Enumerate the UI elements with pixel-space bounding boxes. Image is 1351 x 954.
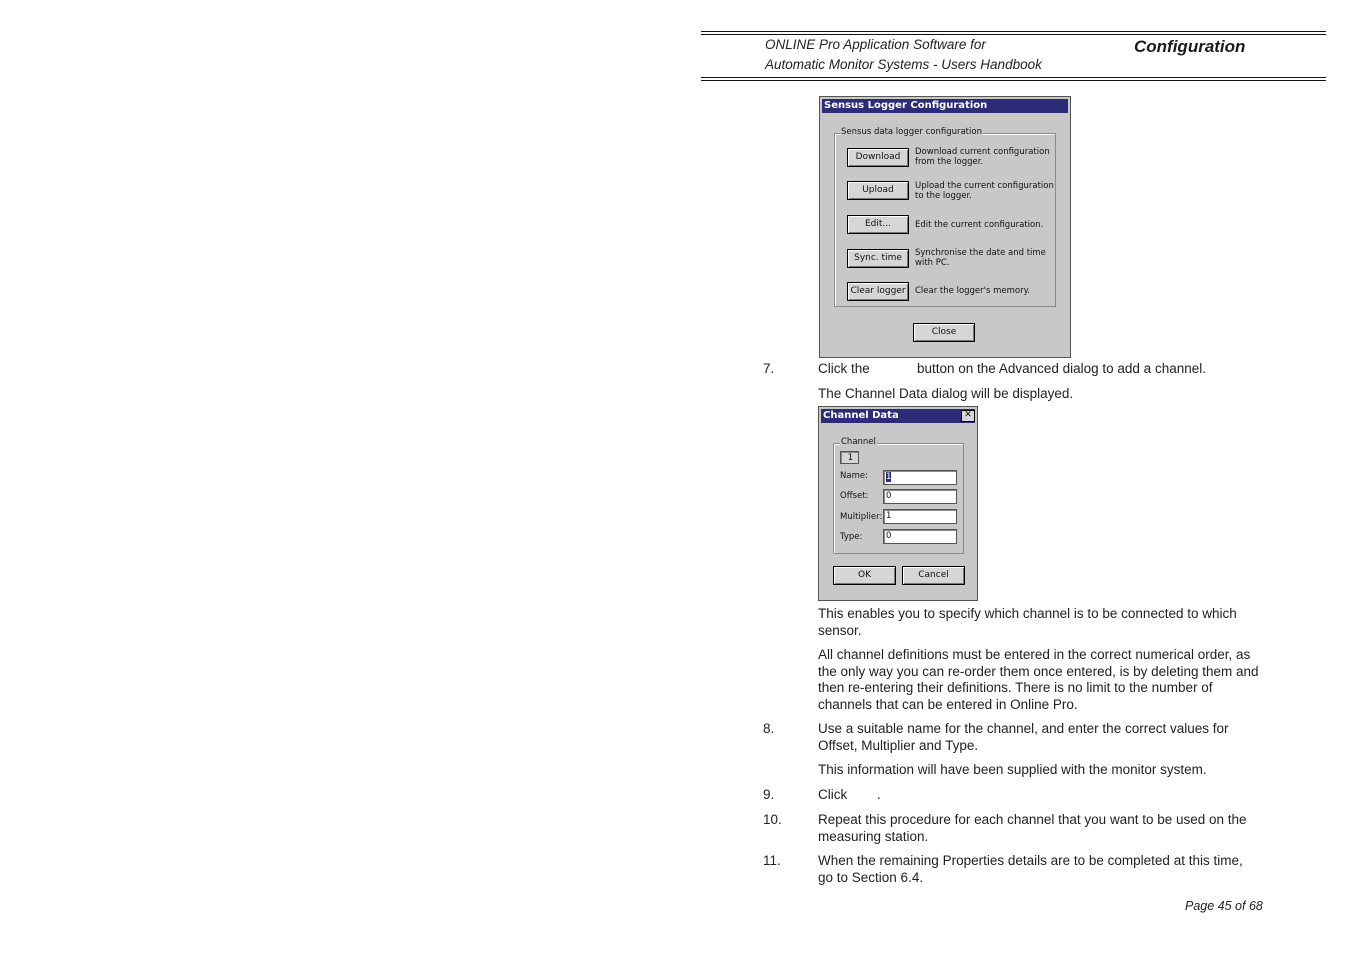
channel-data-dialog [818,406,978,601]
ok-button[interactable]: OK [833,566,896,585]
name-label: Name: [840,471,868,481]
cancel-button[interactable]: Cancel [902,566,965,585]
header-rule-bottom [701,77,1326,78]
paragraph-specify-channel: This enables you to specify which channel is to be connected to which sensor. [818,606,1237,638]
upload-desc-line1: Upload the current configuration [915,181,1054,191]
name-field[interactable] [883,470,957,485]
header-rule-bottom-2 [701,80,1326,81]
multiplier-field[interactable]: 1 [883,509,957,524]
step-8-text: Use a suitable name for the channel, and enter the correct values for Offset, Multiplier and Type. [818,721,1229,753]
upload-desc-line2: to the logger. [915,191,972,201]
step-7-text-b: button on the Advanced dialog to add a channel. [917,361,1206,376]
sync-time-desc [915,248,1046,268]
step-7-text-a: Click the [818,361,870,376]
offset-label: Offset: [840,491,869,501]
multiplier-label: Multiplier: [840,512,883,522]
step-9-text-a: Click [818,787,848,802]
type-field[interactable]: 0 [883,529,957,544]
download-desc-line2: from the logger. [915,157,984,167]
download-desc-line1: Download current configuration [915,147,1050,157]
sync-desc-line2: with PC. [915,258,950,268]
channel-dialog-title: Channel Data [821,409,975,423]
sync-time-button[interactable]: Sync. time [847,249,909,268]
logger-dialog-title: Sensus Logger Configuration [822,99,1068,113]
channel-group-label: Channel [841,437,876,447]
step-7-number: 7. [763,361,775,376]
close-icon[interactable]: ✕ [961,410,975,422]
clear-logger-desc: Clear the logger's memory. [915,286,1031,296]
channel-number-box: 1 [840,451,859,464]
edit-desc: Edit the current configuration. [915,220,1044,230]
page-number: Page 45 of 68 [1185,899,1263,913]
offset-field[interactable]: 0 [883,489,957,504]
step-10-number: 10. [763,812,782,827]
step-11-text: When the remaining Properties details are to be completed at this time, go to Section 6.4. [818,853,1243,885]
download-desc [915,147,1050,167]
sync-desc-line1: Synchronise the date and time [915,248,1046,258]
edit-button[interactable]: Edit... [847,215,909,234]
header-rule-top-2 [701,34,1326,35]
step-9-number: 9. [763,787,775,802]
step-11-number: 11. [763,853,781,868]
section-title: Configuration [1134,37,1246,56]
header-line-1: ONLINE Pro Application Software for [765,37,986,52]
step-8-number: 8. [763,721,775,736]
type-label: Type: [840,532,863,542]
step-7-para-2: The Channel Data dialog will be displayed. [818,386,1074,401]
upload-button[interactable]: Upload [847,181,909,200]
name-field-value: 1 [886,472,892,482]
download-button[interactable]: Download [847,148,909,167]
logger-group-label: Sensus data logger configuration [841,127,982,137]
upload-desc [915,181,1054,201]
step-9-text-b: . [877,787,881,802]
header-rule-top [701,31,1326,32]
paragraph-channel-order: All channel definitions must be entered in the correct numerical order, as the only way you can re-order them once entered, is by deleting them and then re-entering their definitions. There is no limit to the number of channels that can be entered in Online Pro. [818,647,1259,712]
close-button[interactable]: Close [913,323,975,342]
step-8-para-2: This information will have been supplied with the monitor system. [818,762,1207,777]
logger-config-dialog [819,96,1071,358]
clear-logger-button[interactable]: Clear logger [847,282,909,301]
header-line-2: Automatic Monitor Systems - Users Handbook [765,57,1042,72]
step-10-text: Repeat this procedure for each channel that you want to be used on the measuring station. [818,812,1247,844]
